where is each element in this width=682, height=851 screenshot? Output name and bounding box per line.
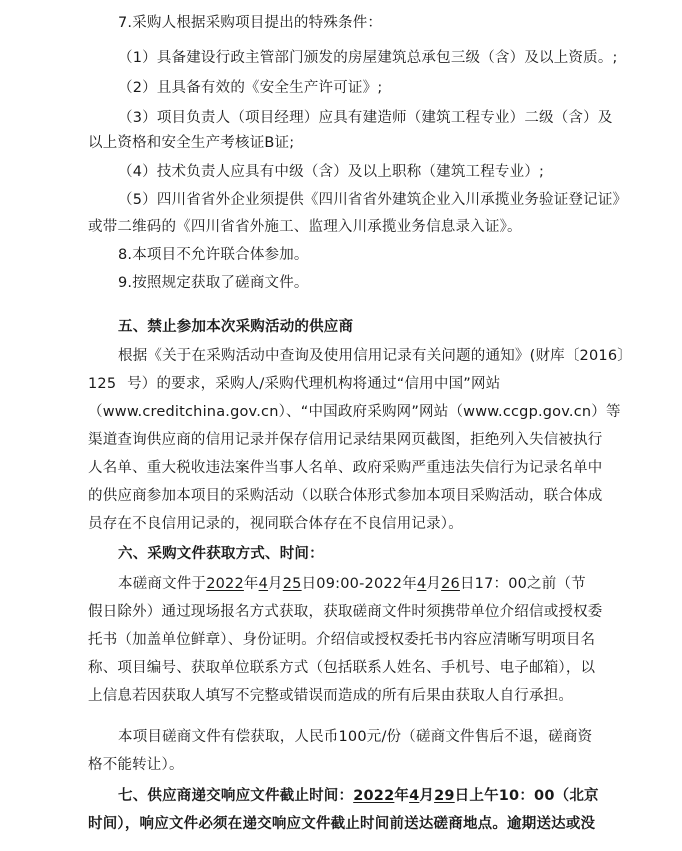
section-5-heading: 五、禁止参加本次采购活动的供应商 <box>118 319 354 335</box>
section-5-para: 根据《关于在采购活动中查询及使用信用记录有关问题的通知》(财库〔2016〕 <box>118 348 632 364</box>
item-8: 8.本项目不允许联合体参加。 <box>118 247 309 263</box>
condition-3-cont: 以上资格和安全生产考核证B证; <box>88 135 295 151</box>
section-6-para: 假日除外）通过现场报名方式获取，获取磋商文件时须携带单位介绍信或授权委 <box>88 604 603 620</box>
section-6-para: 称、项目编号、获取单位联系方式（包括联系人姓名、手机号、电子邮箱），以 <box>88 660 596 676</box>
section-5-para: 人名单、重大税收违法案件当事人名单、政府采购严重违法失信行为记录名单中 <box>88 460 603 476</box>
section-6-para: 上信息若因获取人填写不完整或错误而造成的所有后果由获取人自行承担。 <box>88 688 574 704</box>
condition-7: 7.采购人根据采购项目提出的特殊条件： <box>118 15 383 31</box>
section-5-para: 员存在不良信用记录的，视同联合体存在不良信用记录）。 <box>88 516 463 532</box>
condition-4: （4）技术负责人应具有中级（含）及以上职称（建筑工程专业）; <box>118 164 545 180</box>
section-5-para: 渠道查询供应商的信用记录并保存信用记录结果网页截图，拒绝列入失信被执行 <box>88 432 603 448</box>
condition-3: （3）项目负责人（项目经理）应具有建造师（建筑工程专业）二级（含）及 <box>118 110 613 126</box>
section-6-fee: 本项目磋商文件有偿获取，人民币100元/份（磋商文件售后不退，磋商资 <box>118 729 593 745</box>
section-5-para: 的供应商参加本项目的采购活动（以联合体形式参加本项目采购活动，联合体成 <box>88 488 603 504</box>
section-7-heading: 七、供应商递交响应文件截止时间：2022年4月29日上午10：00（北京 <box>118 788 599 804</box>
section-6-para: 本磋商文件于2022年4月25日09:00-2022年4月26日17：00之前（节 <box>118 576 586 592</box>
section-7-para: 时间），响应文件必须在递交响应文件截止时间前送达磋商地点。逾期送达或没 <box>88 816 596 832</box>
section-5-para: （www.creditchina.gov.cn）、“中国政府采购网”网站（www.ccgp.gov.cn）等 <box>88 404 621 420</box>
condition-5-cont: 或带二维码的《四川省省外施工、监理入川承揽业务信息录入证》。 <box>88 219 522 235</box>
section-6-fee-cont: 格不能转让）。 <box>88 757 184 773</box>
section-6-heading: 六、采购文件获取方式、时间： <box>118 546 324 562</box>
condition-2: （2）且具备有效的《安全生产许可证》; <box>118 80 383 96</box>
condition-5: （5）四川省省外企业须提供《四川省省外建筑企业入川承揽业务验证登记证》 <box>118 192 628 208</box>
condition-1: （1）具备建设行政主管部门颁发的房屋建筑总承包三级（含）及以上资质。; <box>118 50 618 66</box>
item-9: 9.按照规定获取了磋商文件。 <box>118 275 309 291</box>
section-5-para: 125 号）的要求，采购人/采购代理机构将通过“信用中国”网站 <box>88 376 501 392</box>
section-6-para: 托书（加盖单位鲜章）、身份证明。介绍信或授权委托书内容应清晰写明项目名 <box>88 632 596 648</box>
